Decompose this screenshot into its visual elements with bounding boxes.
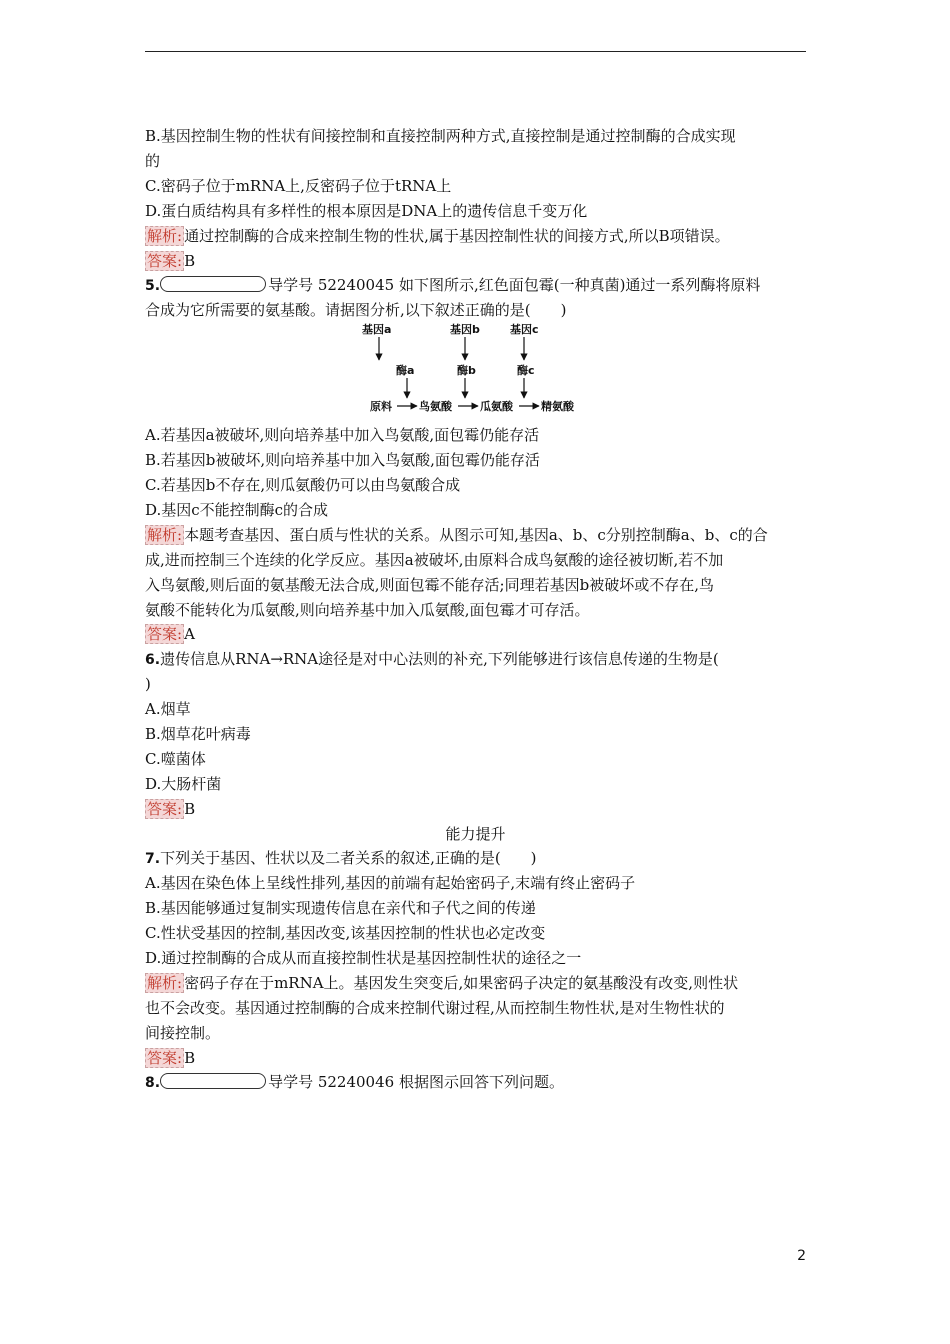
q4-answer-value: B <box>184 252 196 270</box>
q7-analysis-line1 <box>145 973 738 993</box>
answer-label: 答案: <box>147 252 183 270</box>
enzyme-c-label: 酶c <box>517 364 535 377</box>
q4-option-c: C.密码子位于mRNA上,反密码子位于tRNA上 <box>145 177 452 195</box>
gene-b-label: 基因b <box>450 323 480 336</box>
enzyme-a-label: 酶a <box>396 364 415 377</box>
q5-answer-value: A <box>184 625 195 643</box>
q6-option-c: C.噬菌体 <box>145 750 206 768</box>
q7-analysis-text1: 密码子存在于mRNA上。基因发生突变后,如果密码子决定的氨基酸没有改变,则性状 <box>184 974 739 992</box>
section-title: 能力提升 <box>445 825 506 843</box>
q5-analysis-line2: 成,进而控制三个连续的化学反应。基因a被破坏,由原料合成鸟氨酸的途径被切断,若不加 <box>145 551 724 569</box>
q4-option-b-line2: 的 <box>145 152 161 170</box>
q7-number: 7. <box>145 851 161 867</box>
q4-answer <box>145 251 195 271</box>
q7-stem <box>145 848 537 869</box>
q8-stem <box>145 1072 564 1093</box>
q6-option-d: D.大肠杆菌 <box>145 775 222 793</box>
q6-stem-line1 <box>145 649 719 670</box>
header-rule <box>145 51 806 52</box>
gene-c-label: 基因c <box>510 323 539 336</box>
q6-number: 6. <box>145 652 161 668</box>
arginine-label: 精氨酸 <box>541 400 574 413</box>
q5-option-c: C.若基因b不存在,则瓜氨酸仍可以由鸟氨酸合成 <box>145 476 461 494</box>
q6-option-b: B.烟草花叶病毒 <box>145 725 251 743</box>
q6-answer <box>145 799 195 819</box>
q5-number: 5. <box>145 278 161 294</box>
answer-label: 答案: <box>147 1049 183 1067</box>
q7-option-b: B.基因能够通过复制实现遗传信息在亲代和子代之间的传递 <box>145 899 536 917</box>
guide-number-pill <box>160 276 266 292</box>
q7-option-d: D.通过控制酶的合成从而直接控制性状是基因控制性状的途径之一 <box>145 949 582 967</box>
analysis-label: 解析: <box>147 974 183 992</box>
q6-answer-value: B <box>184 800 196 818</box>
q5-option-a: A.若基因a被破坏,则向培养基中加入鸟氨酸,面包霉仍能存活 <box>145 426 540 444</box>
q7-option-c: C.性状受基因的控制,基因改变,该基因控制的性状也必定改变 <box>145 924 546 942</box>
analysis-label: 解析: <box>147 227 183 245</box>
q6-stem-line2: ) <box>145 675 151 693</box>
raw-material-label: 原料 <box>370 400 392 413</box>
q5-analysis-line1 <box>145 525 768 545</box>
ornithine-label: 鸟氨酸 <box>419 400 452 413</box>
q8-number: 8. <box>145 1075 161 1091</box>
answer-label: 答案: <box>147 800 183 818</box>
q6-stem-text1: 遗传信息从RNA→RNA途径是对中心法则的补充,下列能够进行该信息传递的生物是( <box>160 650 719 668</box>
q7-answer <box>145 1048 195 1068</box>
q5-analysis-line3: 入鸟氨酸,则后面的氨基酸无法合成,则面包霉不能存活;同理若基因b被破坏或不存在,鸟 <box>145 576 714 594</box>
enzyme-pathway-diagram <box>360 318 600 418</box>
q5-stem-line2: 合成为它所需要的氨基酸。请据图分析,以下叙述正确的是( ) <box>145 301 567 319</box>
q5-answer <box>145 624 195 644</box>
q4-analysis-text: 通过控制酶的合成来控制生物的性状,属于基因控制性状的间接方式,所以B项错误。 <box>184 227 730 245</box>
guide-number-pill <box>160 1073 266 1089</box>
q7-stem-text: 下列关于基因、性状以及二者关系的叙述,正确的是( ) <box>160 849 537 867</box>
q7-analysis-line3: 间接控制。 <box>145 1024 221 1042</box>
q4-analysis <box>145 226 730 246</box>
page-number: 2 <box>797 1248 806 1264</box>
q7-answer-value: B <box>184 1049 196 1067</box>
gene-a-label: 基因a <box>362 323 392 336</box>
q5-stem-line1 <box>145 275 760 296</box>
q5-option-b: B.若基因b被破坏,则向培养基中加入鸟氨酸,面包霉仍能存活 <box>145 451 540 469</box>
citrulline-label: 瓜氨酸 <box>480 400 513 413</box>
q7-option-a: A.基因在染色体上呈线性排列,基因的前端有起始密码子,末端有终止密码子 <box>145 874 636 892</box>
q5-analysis-line4: 氨酸不能转化为瓜氨酸,则向培养基中加入瓜氨酸,面包霉才可存活。 <box>145 601 590 619</box>
q5-analysis-text1: 本题考查基因、蛋白质与性状的关系。从图示可知,基因a、b、c分别控制酶a、b、c的合 <box>184 526 768 544</box>
enzyme-b-label: 酶b <box>457 364 476 377</box>
q7-analysis-line2: 也不会改变。基因通过控制酶的合成来控制代谢过程,从而控制生物性状,是对生物性状的 <box>145 999 725 1017</box>
q4-option-d: D.蛋白质结构具有多样性的根本原因是DNA上的遗传信息千变万化 <box>145 202 588 220</box>
q5-stem-text1: 导学号 52240045 如下图所示,红色面包霉(一种真菌)通过一系列酶将原料 <box>268 276 761 294</box>
q8-stem-text: 导学号 52240046 根据图示回答下列问题。 <box>268 1073 564 1091</box>
analysis-label: 解析: <box>147 526 183 544</box>
q4-option-b-line1: B.基因控制生物的性状有间接控制和直接控制两种方式,直接控制是通过控制酶的合成实现 <box>145 127 736 145</box>
answer-label: 答案: <box>147 625 183 643</box>
q6-option-a: A.烟草 <box>145 700 191 718</box>
q5-option-d: D.基因c不能控制酶c的合成 <box>145 501 329 519</box>
